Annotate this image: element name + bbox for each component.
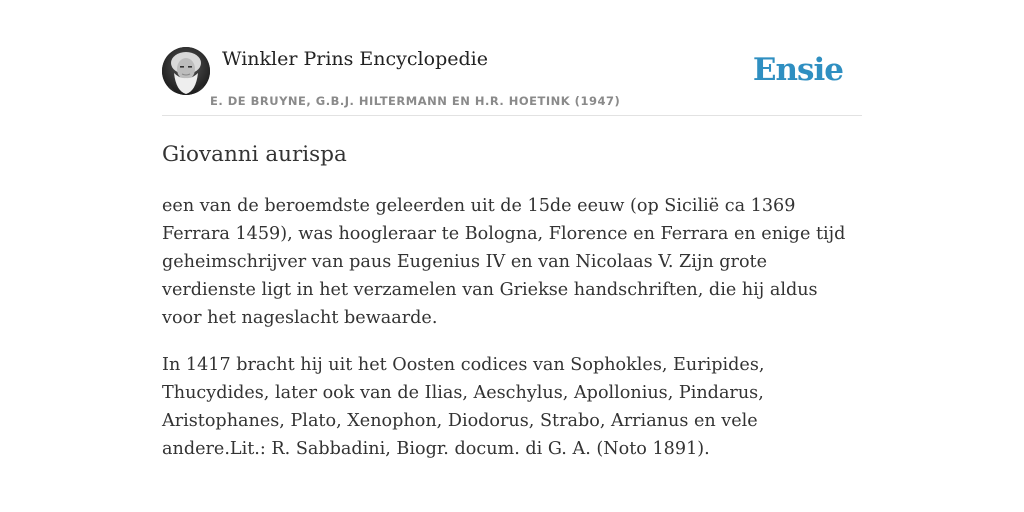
source-title[interactable]: Winkler Prins Encyclopedie — [222, 48, 488, 70]
ensie-logo-link[interactable]: Ensie — [752, 52, 843, 88]
article-paragraph: een van de beroemdste geleerden uit de 15de eeuw (op Sicilië ca 1369 Ferrara 1459), was hoogleraar te Bologna, Florence en Ferrara en enige tijd geheimschrijver van paus Eugenius IV en van Nicolaas V. Zijn grote verdienste ligt in het verzamelen van Griekse handschriften, die hij aldus voor het nageslacht bewaarde. — [162, 196, 846, 328]
author-avatar — [162, 47, 210, 95]
article-body — [162, 192, 862, 463]
article-paragraph: In 1417 bracht hij uit het Oosten codices van Sophokles, Euripides, Thucydides, later ook van de Ilias, Aeschylus, Apollonius, Pindarus, Aristophanes, Plato, Xenophon, Diodorus, Strabo, Arrianus en vele andere.Lit.: R. Sabbadini, Biogr. docum. di G. A. (Noto 1891). — [162, 355, 765, 459]
source-authors: E. DE BRUYNE, G.B.J. HILTERMANN EN H.R. HOETINK (1947) — [210, 94, 621, 108]
header — [162, 46, 862, 116]
page — [162, 46, 862, 482]
article-title: Giovanni aurispa — [162, 142, 347, 167]
portrait-icon — [162, 47, 210, 95]
